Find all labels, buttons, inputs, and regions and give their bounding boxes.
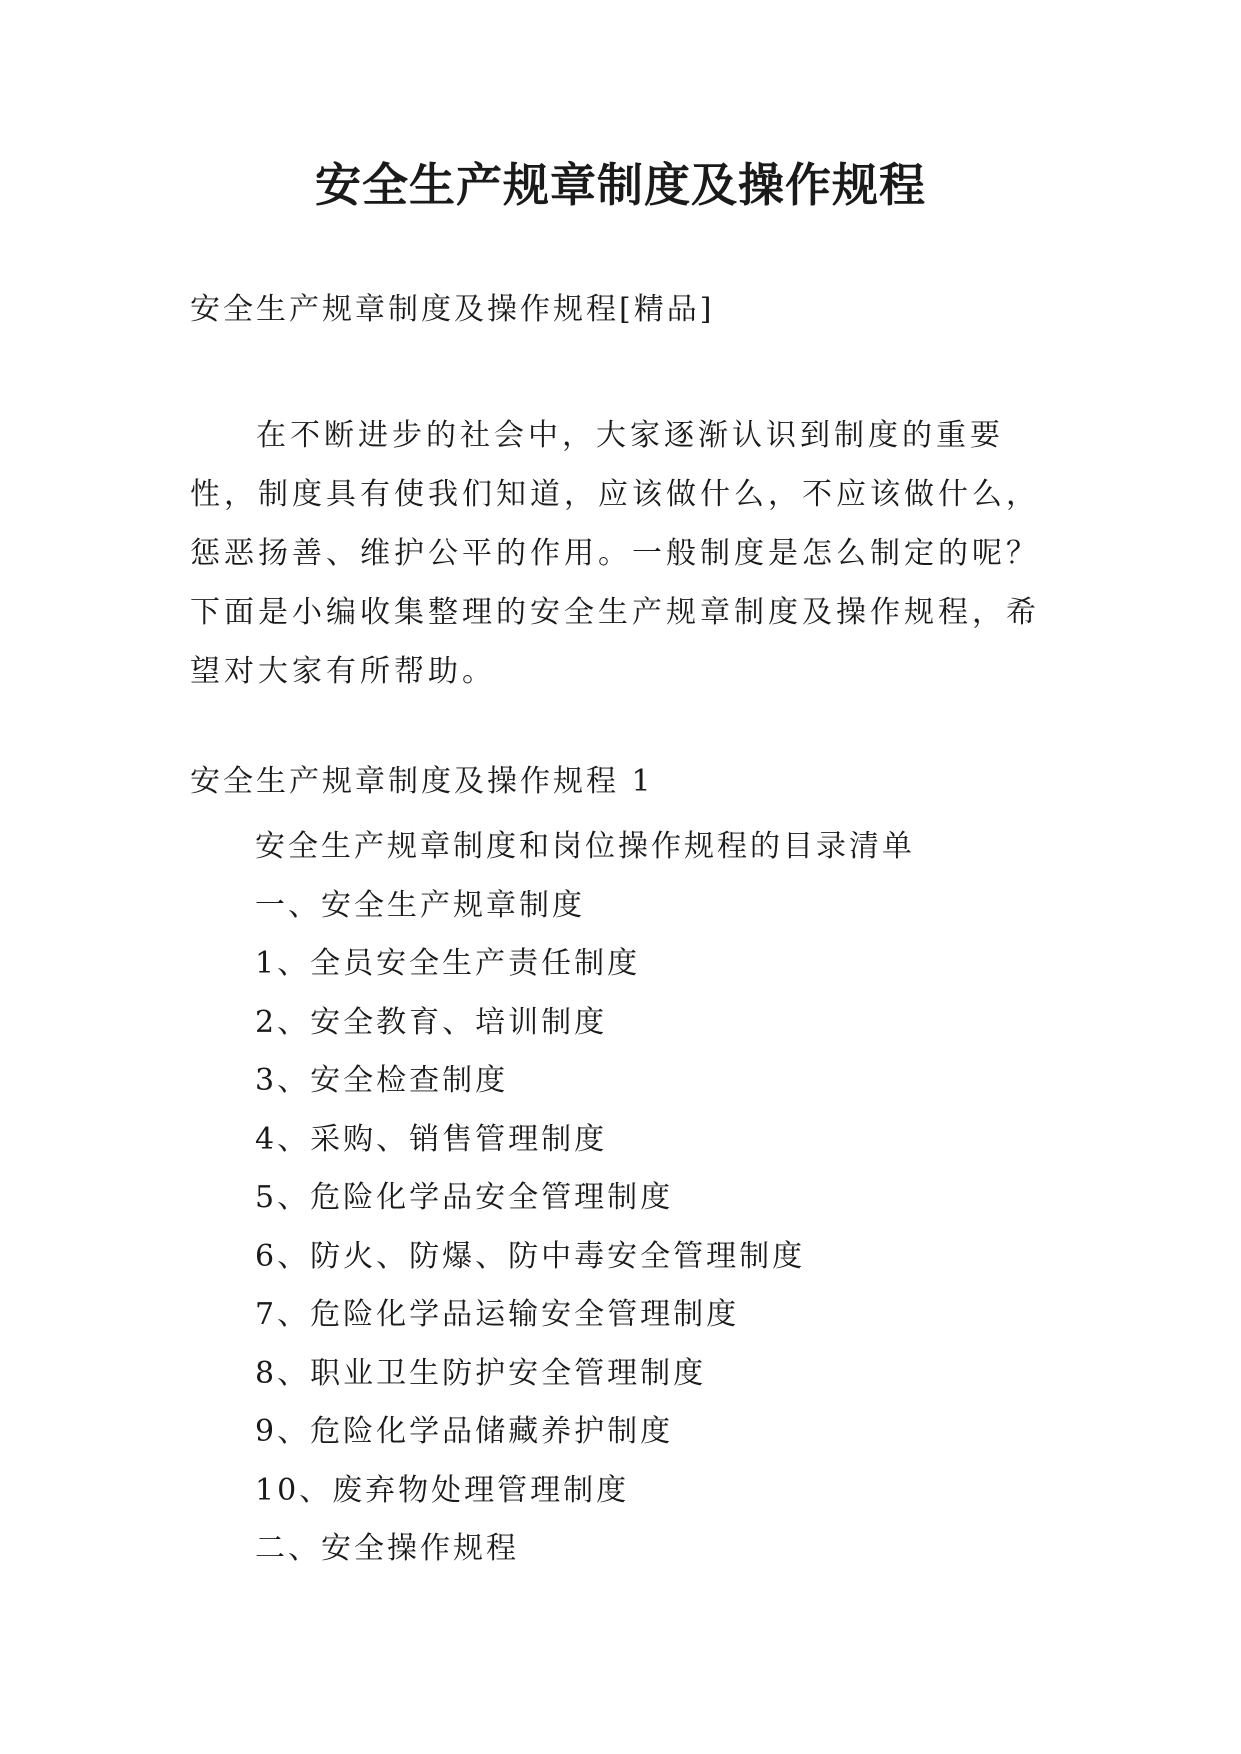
intro-paragraph: 在不断进步的社会中，大家逐渐认识到制度的重要性，制度具有使我们知道，应该做什么，不应该做什么，惩恶扬善、维护公平的作用。一般制度是怎么制定的呢？下面是小编收集整理的安全生产规章制度及操作规程，希望对大家有所帮助。 <box>190 418 1040 689</box>
toc-item: 8、职业卫生防护安全管理制度 <box>255 1355 707 1391</box>
toc-item: 一、安全生产规章制度 <box>255 887 585 923</box>
toc-item: 5、危险化学品安全管理制度 <box>255 1180 674 1215</box>
toc-item: 1、全员安全生产责任制度 <box>255 946 641 981</box>
document-subtitle: 安全生产规章制度及操作规程[精品] <box>190 292 715 327</box>
section-heading: 安全生产规章制度及操作规程 1 <box>190 764 654 799</box>
toc-item: 二、安全操作规程 <box>255 1531 519 1566</box>
toc-item: 9、危险化学品储藏养护制度 <box>255 1414 674 1449</box>
toc-item: 3、安全检查制度 <box>255 1063 509 1098</box>
toc-item: 7、危险化学品运输安全管理制度 <box>255 1297 740 1332</box>
toc-item: 4、采购、销售管理制度 <box>255 1121 608 1157</box>
toc-item: 6、防火、防爆、防中毒安全管理制度 <box>255 1238 806 1274</box>
toc-item: 2、安全教育、培训制度 <box>255 1004 608 1040</box>
toc-item: 安全生产规章制度和岗位操作规程的目录清单 <box>255 829 915 864</box>
toc-list <box>255 818 915 1579</box>
document-title: 安全生产规章制度及操作规程 <box>315 158 926 212</box>
toc-item: 10、废弃物处理管理制度 <box>255 1472 630 1508</box>
